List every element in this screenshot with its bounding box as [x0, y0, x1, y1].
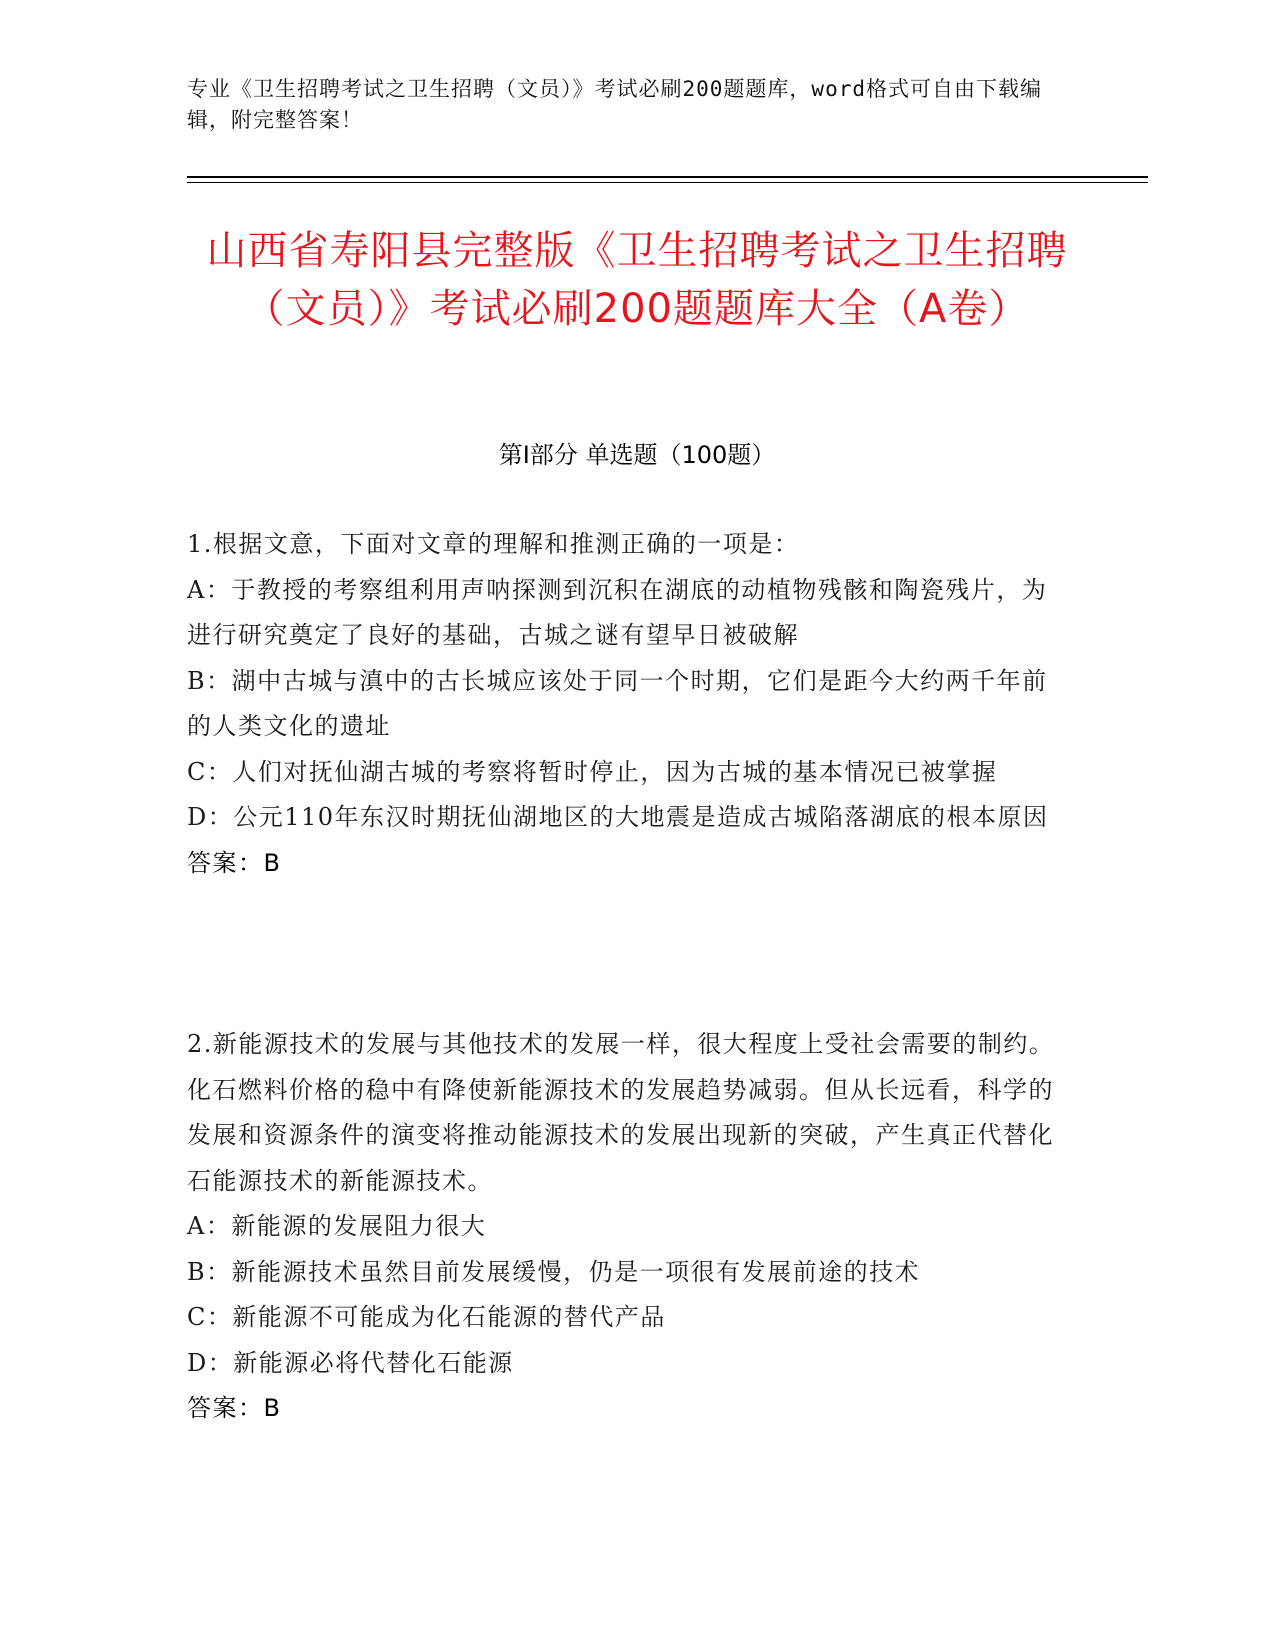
answer: 答案：B: [187, 1394, 282, 1422]
option-b: B：新能源技术虽然目前发展缓慢，仍是一项很有发展前途的技术: [187, 1257, 921, 1286]
option-a: A：新能源的发展阻力很大: [187, 1212, 487, 1240]
answer: 答案：B: [187, 848, 282, 877]
question-2: [187, 1022, 1067, 1432]
question-stem: 1.根据文意，下面对文章的理解和推测正确的一项是：: [187, 530, 800, 558]
question-stem: 2.新能源技术的发展与其他技术的发展一样，很大程度上受社会需要的制约。化石燃料价格的稳中有降使新能源技术的发展趋势减弱。但从长远看，科学的发展和资源条件的演变将推动能源技术的发展出现新的突破，产生真正代替化石能源技术的新能源技术。: [187, 1030, 1055, 1195]
option-a: A：于教授的考察组利用声呐探测到沉积在湖底的动植物残骸和陶瓷残片，为进行研究奠定了良好的基础，古城之谜有望早日被破解: [187, 575, 1048, 649]
option-b: B：湖中古城与滇中的古长城应该处于同一个时期，它们是距今大约两千年前的人类文化的遗址: [187, 666, 1048, 740]
section-heading: 第I部分 单选题（100题）: [498, 441, 776, 469]
header-divider-thick: [187, 176, 1148, 178]
option-c: C：人们对抚仙湖古城的考察将暂时停止，因为古城的基本情况已被掌握: [187, 757, 998, 786]
option-d: D：公元110年东汉时期抚仙湖地区的大地震是造成古城陷落湖底的根本原因: [187, 803, 1049, 831]
question-1: [187, 522, 1067, 886]
header-note: 专业《卫生招聘考试之卫生招聘（文员）》考试必刷200题题库，word格式可自由下载编辑，附完整答案！: [187, 77, 1042, 132]
option-d: D：新能源必将代替化石能源: [187, 1348, 514, 1377]
option-c: C：新能源不可能成为化石能源的替代产品: [187, 1303, 666, 1331]
document-title: 山西省寿阳县完整版《卫生招聘考试之卫生招聘（文员）》考试必刷200题题库大全（A卷）: [206, 228, 1068, 332]
header-divider-thin: [187, 182, 1148, 183]
